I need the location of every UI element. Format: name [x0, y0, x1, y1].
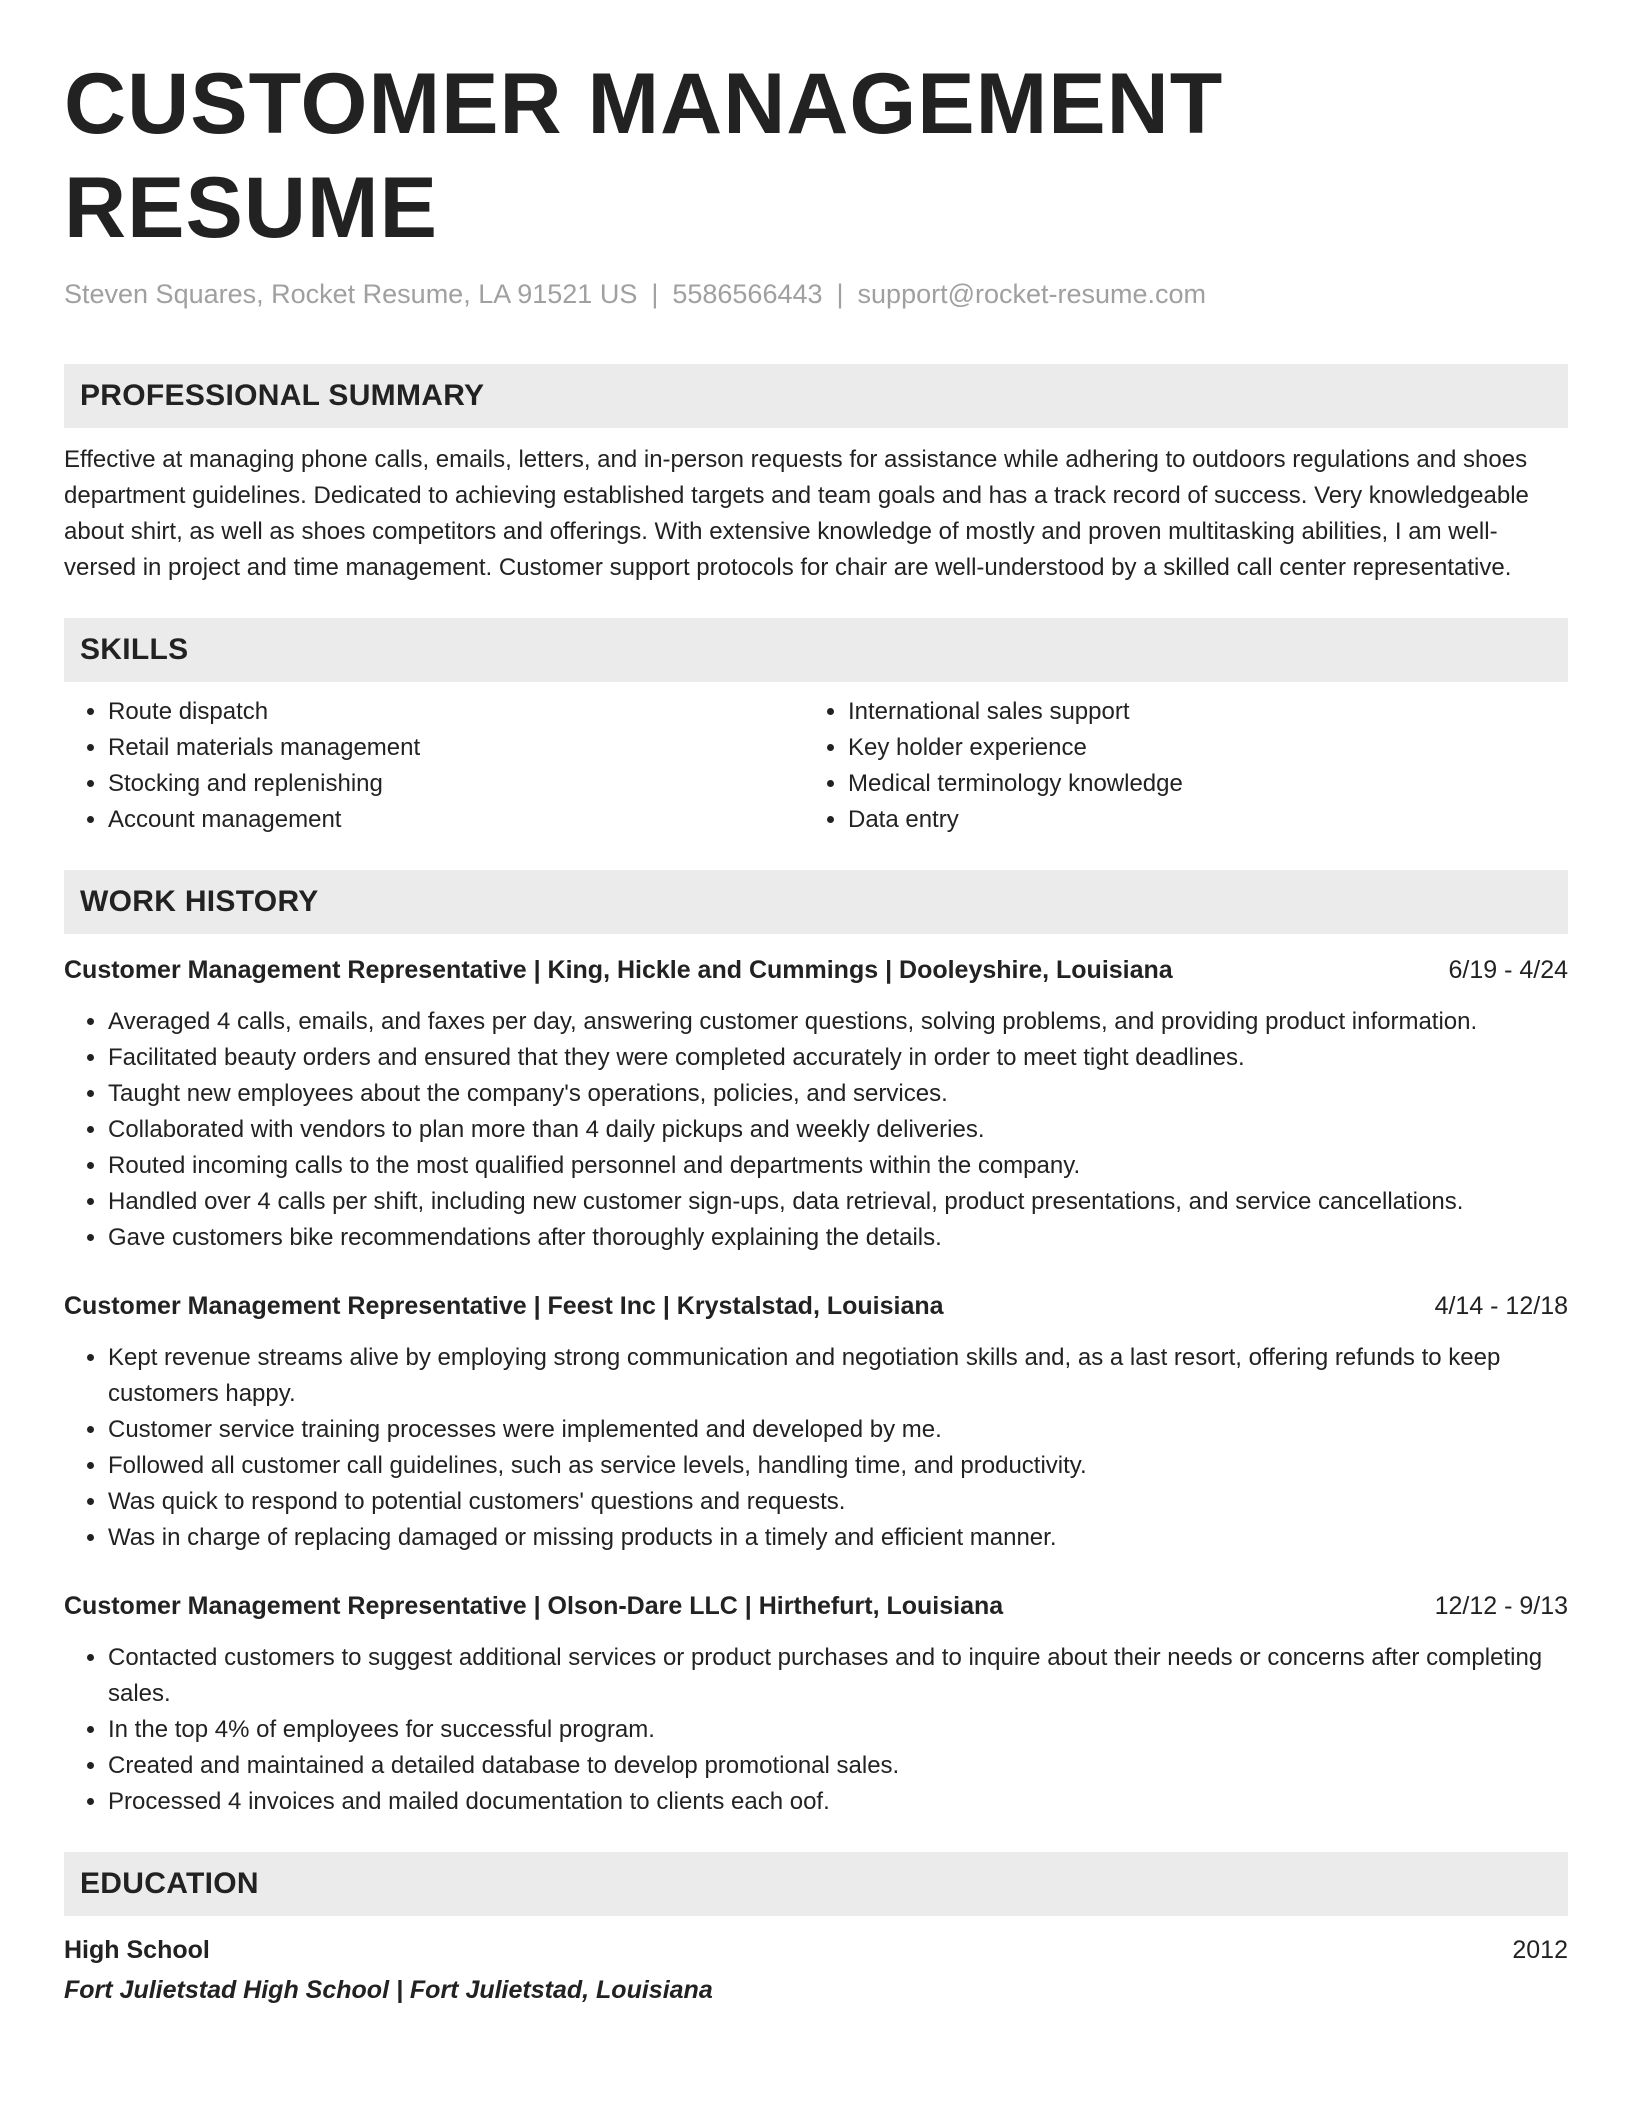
summary-text: Effective at managing phone calls, emails, letters, and in-person requests for assistance while adhering to outdoors regulations and shoes department guidelines. Dedicated to achieving established targets and team goals and has a track record of success. Very knowledgeable about shirt, as well as shoes competitors and offerings. With extensive knowledge of mostly and proven multitasking abilities, I am well-versed in project and time management. Customer support protocols for chair are well-understood by a skilled call center representative.: [64, 446, 1529, 581]
contact-address: Steven Squares, Rocket Resume, LA 91521 US: [64, 279, 638, 309]
job-bullet: • Taught new employees about the company's operations, policies, and services.: [108, 1076, 1568, 1112]
skill-item: • Stocking and replenishing: [108, 766, 804, 802]
job-header: [64, 1588, 1568, 1624]
skill-item: • Key holder experience: [848, 730, 1544, 766]
job-bullet: • Was in charge of replacing damaged or missing products in a timely and efficient manner.: [108, 1520, 1568, 1556]
skills-column-right: [804, 694, 1544, 838]
job-bullet: • Created and maintained a detailed database to develop promotional sales.: [108, 1748, 1568, 1784]
job-entry: [64, 952, 1568, 1256]
job-bullets: [64, 1340, 1568, 1556]
skills-list: [64, 694, 1568, 838]
job-bullet: • Contacted customers to suggest additional services or product purchases and to inquire about their needs or concerns after completing sales.: [108, 1640, 1568, 1712]
job-dates: 12/12 - 9/13: [1434, 1592, 1568, 1620]
job-bullet: • In the top 4% of employees for successful program.: [108, 1712, 1568, 1748]
job-entry: [64, 1288, 1568, 1556]
skill-item: • Retail materials management: [108, 730, 804, 766]
education-entry: [64, 1932, 1568, 2008]
resume-title: CUSTOMER MANAGEMENT RESUME: [64, 56, 1224, 256]
contact-separator: |: [651, 279, 659, 309]
skills-column-left: [64, 694, 804, 838]
skill-item: • Medical terminology knowledge: [848, 766, 1544, 802]
contact-email: support@rocket-resume.com: [857, 279, 1207, 309]
education-year: 2012: [1512, 1936, 1568, 1964]
job-bullet: • Followed all customer call guidelines, such as service levels, handling time, and productivity.: [108, 1448, 1568, 1484]
job-bullets: [64, 1640, 1568, 1820]
job-bullet: • Routed incoming calls to the most qualified personnel and departments within the company.: [108, 1148, 1568, 1184]
job-bullet: • Averaged 4 calls, emails, and faxes per day, answering customer questions, solving problems, and providing product information.: [108, 1004, 1568, 1040]
job-bullet: • Kept revenue streams alive by employing strong communication and negotiation skills and, as a last resort, offering refunds to keep customers happy.: [108, 1340, 1568, 1412]
job-entry: [64, 1588, 1568, 1820]
job-title: Customer Management Representative | Olson-Dare LLC | Hirthefurt, Louisiana: [64, 1592, 1004, 1620]
job-bullet: • Customer service training processes were implemented and developed by me.: [108, 1412, 1568, 1448]
section-heading-work-history: WORK HISTORY: [64, 870, 1568, 934]
contact-line: [64, 276, 1568, 312]
job-bullet: • Gave customers bike recommendations after thoroughly explaining the details.: [108, 1220, 1568, 1256]
job-bullet: • Facilitated beauty orders and ensured that they were completed accurately in order to meet tight deadlines.: [108, 1040, 1568, 1076]
job-header: [64, 1288, 1568, 1324]
education-degree: High School: [64, 1936, 210, 1964]
job-bullet: • Handled over 4 calls per shift, including new customer sign-ups, data retrieval, product presentations, and service cancellations.: [108, 1184, 1568, 1220]
education-header: [64, 1932, 1568, 1968]
contact-separator: |: [836, 279, 844, 309]
skill-item: • Data entry: [848, 802, 1544, 838]
skill-item: • Route dispatch: [108, 694, 804, 730]
section-heading-skills: SKILLS: [64, 618, 1568, 682]
job-bullets: [64, 1004, 1568, 1256]
job-bullet: • Was quick to respond to potential customers' questions and requests.: [108, 1484, 1568, 1520]
contact-phone: 5586566443: [672, 279, 823, 309]
skill-item: • Account management: [108, 802, 804, 838]
job-title: Customer Management Representative | Feest Inc | Krystalstad, Louisiana: [64, 1292, 944, 1320]
job-dates: 6/19 - 4/24: [1448, 956, 1568, 984]
job-bullet: • Collaborated with vendors to plan more than 4 daily pickups and weekly deliveries.: [108, 1112, 1568, 1148]
section-heading-education: EDUCATION: [64, 1852, 1568, 1916]
job-header: [64, 952, 1568, 988]
skill-item: • International sales support: [848, 694, 1544, 730]
job-bullet: • Processed 4 invoices and mailed documentation to clients each oof.: [108, 1784, 1568, 1820]
job-dates: 4/14 - 12/18: [1434, 1292, 1568, 1320]
section-heading-summary: PROFESSIONAL SUMMARY: [64, 364, 1568, 428]
job-title: Customer Management Representative | King, Hickle and Cummings | Dooleyshire, Louisiana: [64, 956, 1173, 984]
education-school: Fort Julietstad High School | Fort Julietstad, Louisiana: [64, 1976, 713, 2004]
